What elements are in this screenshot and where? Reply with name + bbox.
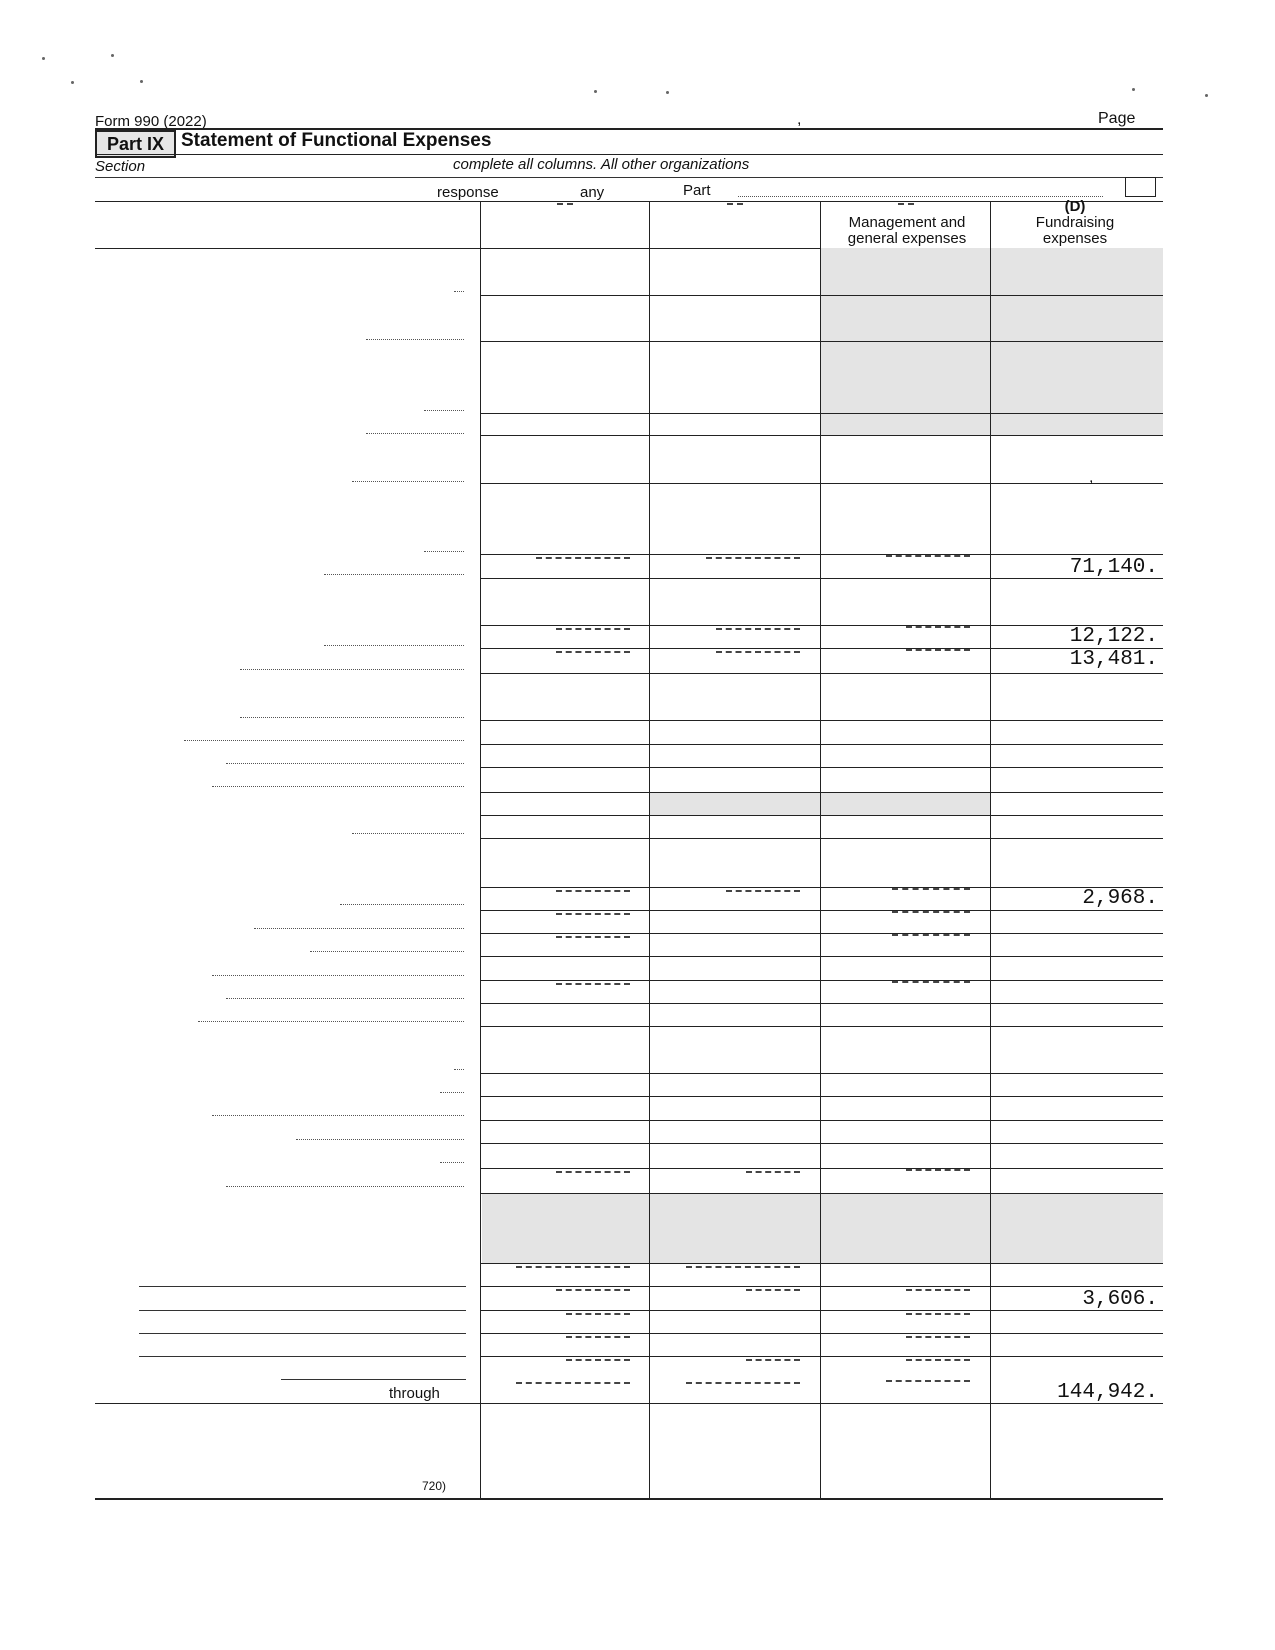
scan-speck [42,57,45,60]
row-rule [480,1193,1163,1194]
faint-amount [892,981,970,983]
faint-amount [556,936,630,938]
response-text: response [437,184,499,201]
column-a-left-border [480,201,481,1499]
any-text: any [580,184,605,201]
row-rule [480,673,1163,674]
row-rule [480,578,1163,579]
faint-mark [727,203,743,205]
leader-dots [352,481,464,482]
total-bottom-rule [95,1403,1163,1404]
faint-amount [556,890,630,892]
footer-code: 720) [422,1479,447,1493]
leader-dots [198,1021,464,1022]
leader-dots [440,1092,464,1093]
faint-amount [536,557,630,559]
leader-dots [212,786,464,787]
row-rule [480,1120,1163,1121]
scan-speck [111,54,114,57]
faint-amount [556,983,630,985]
part-text: Part [683,182,711,199]
instruction-rule [95,177,1163,178]
faint-amount [716,628,800,630]
faint-amount [556,1289,630,1291]
leader-dots [226,763,464,764]
amount-line-16-fundraising: 2,968. [1082,887,1158,910]
amount-line-11d-fundraising: 12,122. [1069,625,1158,648]
line-24d-description-field[interactable] [139,1356,466,1357]
amount-line-24a-fundraising: 3,606. [1082,1288,1158,1311]
row-rule [480,1286,1163,1287]
faint-amount [906,1359,970,1361]
row-rule [480,720,1163,721]
row-rule [480,792,1163,793]
faint-amount [556,651,630,653]
shaded-cells-line-24 [482,1193,1163,1263]
scan-speck [666,91,669,94]
faint-amount [906,1313,970,1315]
row-rule [480,910,1163,911]
row-rule [480,1003,1163,1004]
leader-dots [340,904,464,905]
faint-amount [686,1266,800,1268]
amount-line-11a-fundraising: 71,140. [1069,556,1158,579]
leader-dots [240,717,464,718]
faint-mark [557,203,573,205]
leader-dots [366,433,464,434]
scan-speck [594,90,597,93]
row-rule [480,554,1163,555]
page-label: Page [1098,110,1136,127]
faint-amount [726,890,800,892]
stray-mark: , [1089,469,1094,486]
row-rule [480,744,1163,745]
section-label: Section [95,158,146,175]
row-rule [480,483,1163,484]
line-24b-description-field[interactable] [139,1310,466,1311]
faint-amount [886,555,970,557]
row-rule [480,980,1163,981]
row-rule [480,1310,1163,1311]
leader-dots [212,1115,464,1116]
schedule-o-checkbox[interactable] [1125,177,1156,197]
faint-mark [898,203,914,205]
faint-amount [516,1266,630,1268]
faint-amount [906,1169,970,1171]
faint-amount [892,911,970,913]
faint-amount [906,649,970,651]
leader-dots [184,740,464,741]
amount-line-11e-fundraising: 13,481. [1069,648,1158,671]
line-25-label-rule [281,1379,466,1380]
row-rule [480,956,1163,957]
line-24a-description-field[interactable] [139,1286,466,1287]
part-rule [95,154,1163,155]
faint-amount [706,557,800,559]
leader-dots [226,1186,464,1187]
faint-amount [906,1336,970,1338]
row-rule [480,341,1163,342]
leader-dots [738,196,1103,197]
leader-dots [366,339,464,340]
faint-amount [886,1380,970,1382]
faint-amount [906,1289,970,1291]
row-rule [480,933,1163,934]
leader-dots [324,645,464,646]
scan-speck [71,81,74,84]
scan-speck [140,80,143,83]
amount-line-25-total-fundraising: 144,942. [1057,1381,1158,1404]
faint-amount [556,628,630,630]
column-d-left-border [990,201,991,1499]
column-d-header: (D) Fundraising expenses [1035,198,1115,247]
scan-speck [1132,88,1135,91]
row-rule [480,1333,1163,1334]
faint-amount [746,1359,800,1361]
part-badge: Part IX [95,130,176,158]
faint-amount [892,888,970,890]
leader-dots [212,975,464,976]
leader-dots [424,551,464,552]
faint-amount [566,1336,630,1338]
row-rule [480,1356,1163,1357]
scan-speck [1205,94,1208,97]
stray-mark: , [797,111,802,128]
column-b-left-border [649,201,650,1499]
leader-dots [324,574,464,575]
leader-dots [454,291,464,292]
leader-dots [310,951,464,952]
faint-amount [556,1171,630,1173]
leader-dots [454,1069,464,1070]
part-title: Statement of Functional Expenses [181,130,492,151]
line-24c-description-field[interactable] [139,1333,466,1334]
leader-dots [226,998,464,999]
row-rule [480,1096,1163,1097]
leader-dots [352,833,464,834]
form-bottom-rule [95,1498,1163,1500]
row-rule [480,295,1163,296]
row-rule [480,838,1163,839]
row-rule [480,1073,1163,1074]
row-rule [480,767,1163,768]
row-rule [480,815,1163,816]
row-rule [480,1263,1163,1264]
faint-amount [906,626,970,628]
leader-dots [254,928,464,929]
faint-amount [892,934,970,936]
faint-amount [716,651,800,653]
column-c-left-border [820,201,821,1499]
row-rule [480,1026,1163,1027]
leader-dots [440,1162,464,1163]
row-rule [480,1168,1163,1169]
faint-amount [686,1382,800,1384]
row-rule [480,1143,1163,1144]
leader-dots [424,410,464,411]
faint-amount [516,1382,630,1384]
row-rule [480,435,1163,436]
through-text: through [389,1385,440,1402]
faint-amount [566,1313,630,1315]
row-rule [480,413,1163,414]
leader-dots [240,669,464,670]
form-identifier: Form 990 (2022) [95,113,207,130]
faint-amount [566,1359,630,1361]
faint-amount [556,913,630,915]
complete-columns-text: complete all columns. All other organizations [453,156,750,173]
column-c-header: Management and general expenses [847,214,967,247]
leader-dots [296,1139,464,1140]
faint-amount [746,1171,800,1173]
faint-amount [746,1289,800,1291]
